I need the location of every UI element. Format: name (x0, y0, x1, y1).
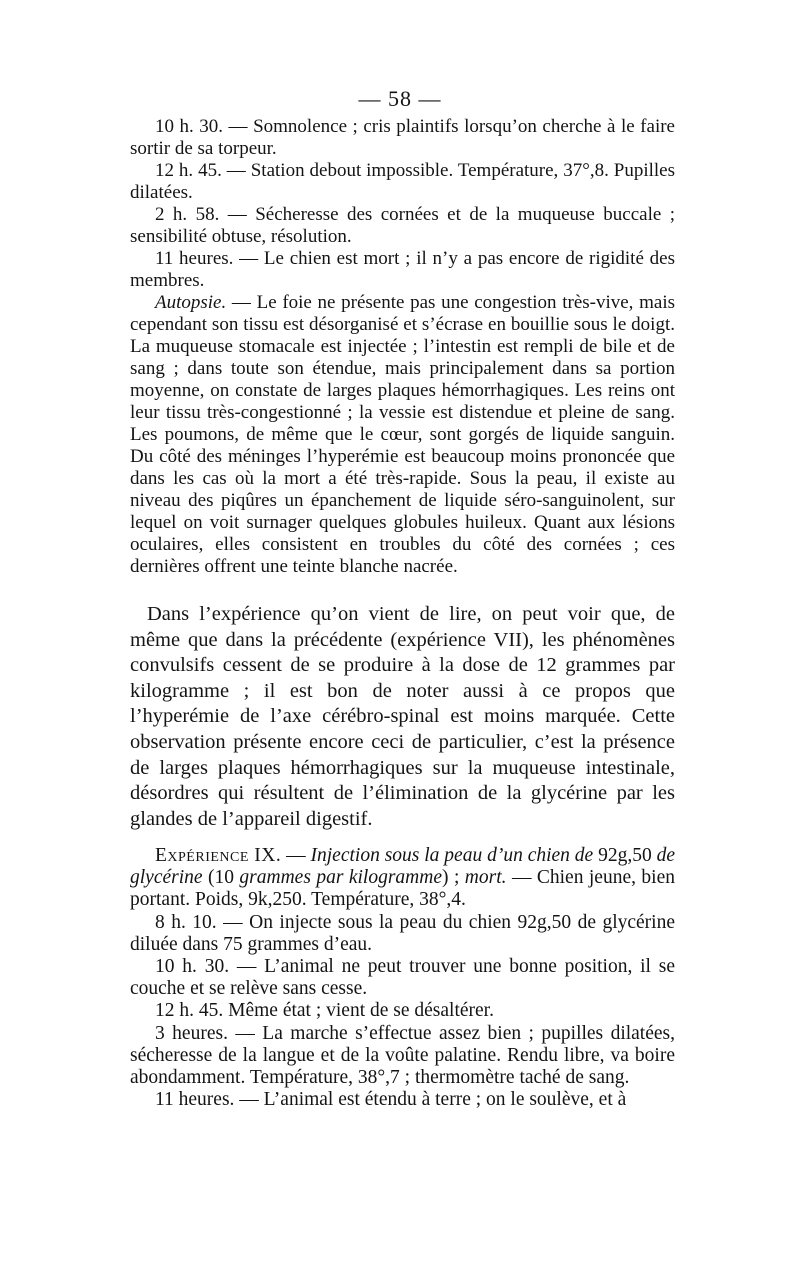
entry-11hb: 11 heures. — L’animal est étendu à terre ; on le soulève, et à (155, 1089, 627, 1111)
autopsy-paragraph (130, 292, 675, 578)
experiment-subject: — Chien jeune, bien portant. Poids, 9k,250. Température, 38°,4. (130, 867, 675, 911)
experiment-title-part: Injection sous la peau d’un chien de (310, 845, 594, 866)
experiment-block (130, 845, 675, 1111)
entry-1245: 12 h. 45. — Station debout impossible. Température, 37°,8. Pupilles dilatées. (130, 160, 675, 203)
experiment-dose-ratio: (10 (202, 867, 240, 889)
experiment-dose: 92g,50 (593, 845, 657, 866)
experiment-title-end: ) ; (442, 867, 465, 889)
entry-1030: 10 h. 30. — Somnolence ; cris plaintifs lorsqu’on cherche à le faire sortir de sa torpeur. (130, 116, 675, 159)
entry-3h: 3 heures. — La marche s’effectue assez bien ; pupilles dilatées, sécheresse de la langue et de la voûte palatine. Rendu libre, va boire abondamment. Température, 38°,7 ; thermomètre taché de sang. (130, 1022, 675, 1089)
entry-258: 2 h. 58. — Sécheresse des cornées et de la muqueuse buccale ; sensibilité obtuse, résolution. (130, 204, 675, 247)
entry-810: 8 h. 10. — On injecte sous la peau du chien 92g,50 de glycérine diluée dans 75 grammes d’eau. (130, 911, 675, 955)
commentary-paragraph: Dans l’expérience qu’on vient de lire, on peut voir que, de même que dans la précédente (expérience VII), les phénomènes convulsifs cessent de se produire à la dose de 12 grammes par kilogramme ; il est bon de noter aussi à ce propos que l’hyperémie de l’axe cérébro-spinal est moins marquée. Cette observation présente encore ceci de particulier, c’est la présence de larges plaques hémorrhagiques sur la muqueuse intestinale, désordres qui résultent de l’élimination de la glycérine par les glandes de l’appareil digestif. (130, 603, 675, 830)
entry-1030b: 10 h. 30. — L’animal ne peut trouver une bonne position, il se couche et se relève sans cesse. (130, 956, 675, 1000)
autopsy-label: Autopsie. (155, 292, 227, 313)
entry-1245b: 12 h. 45. Même état ; vient de se désaltérer. (155, 1000, 494, 1022)
experiment-number: Expérience IX. (155, 845, 282, 866)
experiment-title-part: grammes par kilogramme (239, 867, 443, 889)
page-number: — 58 — (358, 86, 442, 111)
experiment-outcome: mort. (464, 867, 507, 889)
entry-11h: 11 heures. — Le chien est mort ; il n’y a pas encore de rigidité des membres. (130, 248, 675, 291)
autopsy-text: — Le foie ne présente pas une congestion très-vive, mais cependant son tissu est désorganisé et s’écrase en bouillie sous le doigt. La muqueuse stomacale est injectée ; l’intestin est rempli de bile et de sang ; dans toute son étendue, mais principalement dans sa portion moyenne, on constate de larges plaques hémorrhagiques. Les reins ont leur tissu très-congestionné ; la vessie est distendue et pleine de sang. Les poumons, de même que le cœur, sont gorgés de liquide sanguin. Du côté des méninges l’hyperémie est beaucoup moins prononcée que dans les cas où la mort a été très-rapide. Sous la peau, il existe au niveau des piqûres un épanchement de liquide séro-sanguinolent, sur lequel on voit surnager quelques globules huileux. Quant aux lésions oculaires, elles consistent en troubles du côté des cornées ; ces dernières offrent une teinte blanche nacrée. (130, 292, 675, 577)
experiment-title-part: de glycérine (130, 845, 676, 889)
commentary-block (130, 602, 675, 832)
experiment-heading (130, 845, 675, 912)
heading-dash: — (281, 845, 311, 866)
observation-block (130, 116, 675, 578)
